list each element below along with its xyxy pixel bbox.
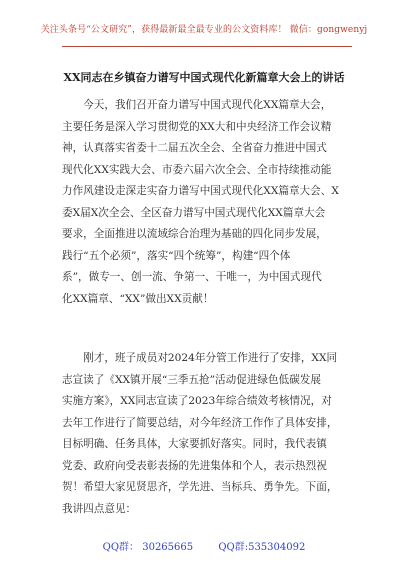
header-divider [62,46,352,47]
paragraph-line: 系”，做专一、创一流、争第一、干唯一，为中国式现代 [62,271,322,283]
paragraph-line: 刚才，班子成员对2024年分管工作进行了安排，XX同 [62,352,338,364]
footer-contact [0,538,408,553]
paragraph-line: 力作风建设走深走实奋力谱写中国式现代化XX篇章大会、X [62,185,339,197]
footer-qq-group-1: QQ群： 30265665 [102,542,194,553]
header-promo-note: 关注头条号“公文研究”，获得最新最全最专业的公文资料库！ 微信：gongwenyj [40,25,368,35]
paragraph-line: 志宣读了《XX镇开展“三季五抢”活动促进绿色低碳发展 [62,373,321,386]
paragraph-line: 去年工作进行了简要总结，对今年经济工作作了具体安排， [62,416,338,429]
paragraph-line: 要求，全面推进以流域综合治理为基础的四化同步发展， [62,228,327,240]
paragraph-line: 党委、政府向受表彰表扬的先进集体和个人，表示热烈祝 [62,459,327,472]
paragraph-line: 主要任务是深入学习贯彻党的XX大和中央经济工作会议精 [62,120,332,133]
paragraph-line: 化XX篇章、“XX”做出XX贡献！ [62,292,214,305]
paragraph-line: 践行“五个必须”，落实“四个统筹”，构建“四个体 [62,249,291,262]
paragraph-line: 目标明确、任务具体，大家要抓好落实。同时，我代表镇 [62,438,327,450]
paragraph-line: 神，认真落实省委十二届五次全会、全省奋力推进中国式 [62,142,327,154]
footer-qq-group-2: QQ群:535304092 [218,542,306,553]
paragraph-line: 我讲四点意见： [62,502,137,515]
document-title: XX同志在乡镇奋力谱写中国式现代化新篇章大会上的讲话 [63,71,345,84]
paragraph-line: 实施方案》，XX同志宣读了2023年综合绩效考核情况，对 [62,395,332,407]
paragraph-line: 委X届X次全会、全区奋力谱写中国式现代化XX篇章大会 [62,206,326,219]
paragraph-1 [62,95,352,310]
paragraph-line: 今天，我们召开奋力谱写中国式现代化XX篇章大会， [62,99,332,111]
paragraph-line: 现代化XX实践大会、市委六届六次全会、全市持续推动能 [62,163,332,176]
paragraph-2 [62,348,352,520]
paragraph-line: 贺！希望大家见贤思齐，学先进、当标兵、勇争先。下面， [62,481,338,493]
